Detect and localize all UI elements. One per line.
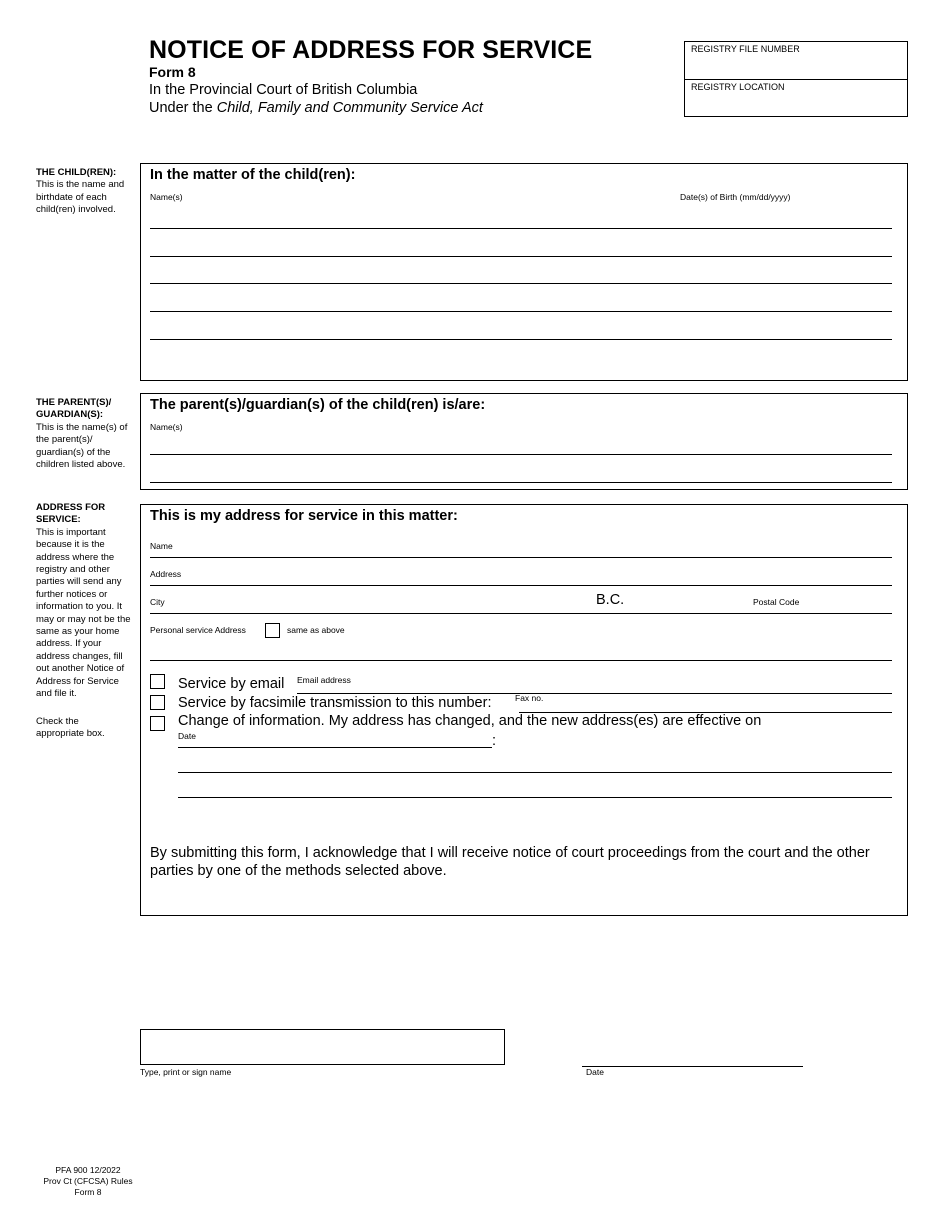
postal-code-label: Postal Code — [753, 597, 800, 607]
child-line-5[interactable] — [150, 339, 892, 340]
address-label: Address — [150, 569, 182, 579]
new-address-line-1[interactable] — [178, 772, 892, 773]
registry-file-number-label: REGISTRY FILE NUMBER — [691, 44, 800, 54]
parent-line-1[interactable] — [150, 454, 892, 455]
same-as-above-checkbox[interactable] — [265, 623, 280, 638]
sidenote-address-heading: ADDRESS FOR SERVICE: — [36, 502, 106, 526]
address-title: This is my address for service in this matter: — [150, 508, 458, 524]
name-label: Name — [150, 541, 173, 551]
signature-date-label: Date — [586, 1067, 604, 1077]
footer-line-3: Form 8 — [74, 1187, 102, 1197]
registry-location-label: REGISTRY LOCATION — [691, 82, 785, 92]
child-line-4[interactable] — [150, 311, 892, 312]
children-names-label: Name(s) — [150, 192, 183, 202]
act-line — [149, 100, 483, 116]
service-email-checkbox[interactable] — [150, 674, 165, 689]
address-field[interactable] — [150, 585, 892, 586]
address-panel — [140, 504, 908, 916]
act-name: Child, Family and Community Service Act — [216, 100, 483, 116]
new-address-line-2[interactable] — [178, 797, 892, 798]
parents-names-label: Name(s) — [150, 422, 183, 432]
email-address-field[interactable] — [297, 693, 892, 694]
acknowledgement-text: By submitting this form, I acknowledge that I will receive notice of court proceedings from the court and the other parties by one of the methods selected above. — [150, 845, 870, 879]
children-panel — [140, 163, 908, 381]
name-field[interactable] — [150, 557, 892, 558]
change-info-label: Change of information. My address has changed, and the new address(es) are effective on — [178, 713, 762, 729]
change-date-label: Date — [178, 731, 196, 741]
children-dob-label: Date(s) of Birth (mm/dd/yyyy) — [680, 192, 791, 202]
signature-name-field[interactable] — [140, 1029, 505, 1065]
footer-line-1: PFA 900 12/2022 — [55, 1165, 121, 1175]
form-footer — [30, 1165, 146, 1198]
parent-line-2[interactable] — [150, 482, 892, 483]
service-fax-label: Service by facsimile transmission to this number: — [178, 695, 492, 711]
child-line-2[interactable] — [150, 256, 892, 257]
change-date-colon: : — [492, 733, 497, 749]
children-title: In the matter of the child(ren): — [150, 167, 356, 183]
child-line-3[interactable] — [150, 283, 892, 284]
sidenote-address-text: This is important because it is the address where the registry and other parties will send any further notices or information to you. It may or may not be the same as your home address. If your address changes, fill out another Notice of Address for Service and file it. — [36, 526, 131, 700]
personal-service-label: Personal service Address — [150, 625, 246, 635]
fax-number-label: Fax no. — [515, 693, 544, 703]
form-number: Form 8 — [149, 64, 196, 80]
change-date-field[interactable] — [178, 747, 492, 748]
signature-name-label: Type, print or sign name — [140, 1067, 232, 1077]
service-email-label: Service by email — [178, 676, 285, 692]
parents-title: The parent(s)/guardian(s) of the child(ren) is/are: — [150, 397, 486, 413]
form-title: NOTICE OF ADDRESS FOR SERVICE — [149, 36, 593, 64]
city-label: City — [150, 597, 165, 607]
sidenote-children-heading: THE CHILD(REN): — [36, 167, 117, 178]
province-text: B.C. — [596, 592, 625, 608]
sidenote-parents-text: This is the name(s) of the parent(s)/ guardian(s) of the children listed above. — [36, 421, 128, 471]
registry-box — [684, 41, 908, 117]
email-address-label: Email address — [297, 675, 351, 685]
act-prefix: Under the — [149, 100, 217, 116]
sidenote-address — [36, 502, 133, 701]
parents-panel — [140, 393, 908, 490]
service-fax-checkbox[interactable] — [150, 695, 165, 710]
registry-location-field[interactable] — [685, 79, 907, 117]
child-line-1[interactable] — [150, 228, 892, 229]
same-as-above-label: same as above — [287, 625, 345, 635]
sidenote-children-text: This is the name and birthdate of each child(ren) involved. — [36, 179, 125, 216]
sidenote-children — [36, 167, 136, 217]
sidenote-parents — [36, 397, 132, 471]
court-name: In the Provincial Court of British Columbia — [149, 82, 418, 98]
registry-file-number-field[interactable] — [685, 42, 907, 79]
change-info-checkbox[interactable] — [150, 716, 165, 731]
signature-date-field[interactable] — [582, 1066, 803, 1067]
sidenote-check: Check the appropriate box. — [36, 716, 105, 740]
sidenote-parents-heading: THE PARENT(S)/ GUARDIAN(S): — [36, 397, 112, 421]
personal-service-field[interactable] — [150, 660, 892, 661]
city-postal-field[interactable] — [150, 613, 892, 614]
footer-line-2: Prov Ct (CFCSA) Rules — [43, 1176, 133, 1186]
